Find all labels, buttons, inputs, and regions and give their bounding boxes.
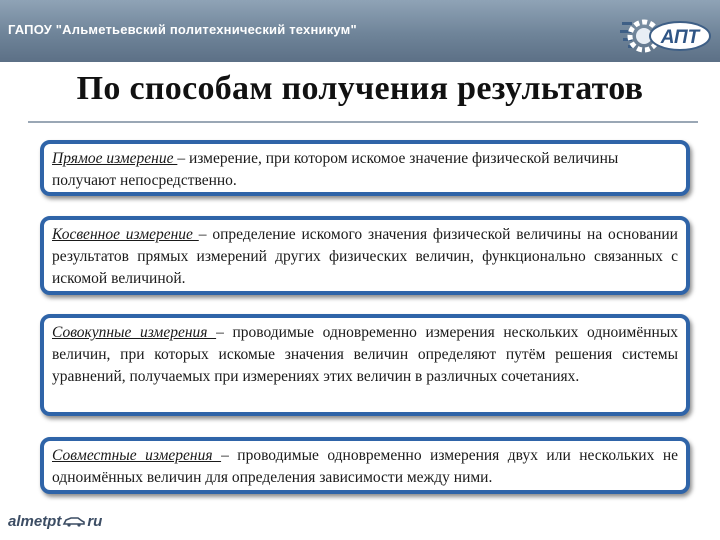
term-indirect-measurement: Косвенное измерение [52, 226, 199, 243]
header-bar [0, 0, 720, 62]
term-direct-measurement: Прямое измерение [52, 150, 178, 167]
term-joint-measurements: Совместные измерения [52, 447, 222, 464]
slide-title: По способам получения результатов [76, 70, 644, 107]
definition-card-aggregate [40, 314, 690, 416]
term-aggregate-measurements: Совокупные измерения [52, 324, 217, 341]
definition-card-direct [40, 140, 690, 196]
footer-site-suffix: ru [87, 513, 103, 530]
definition-card-joint [40, 437, 690, 494]
footer-site [8, 513, 102, 530]
definition-text-joint: – проводимые одновременно измерения двух или нескольких не одноимённых величин для определения зависимости между ними. [52, 447, 679, 486]
definition-text-indirect: – определение искомого значения физической величины на основании результатов прямых измерений других физических величин, функционально связанных с искомой величиной. [52, 226, 678, 287]
title-divider [28, 121, 698, 123]
definition-card-indirect [40, 216, 690, 295]
college-logo-icon [620, 14, 712, 56]
car-icon [62, 515, 86, 527]
footer-site-prefix: almetpt [8, 513, 62, 530]
org-title: ГАПОУ "Альметьевский политехнический техникум" [8, 22, 357, 37]
definition-text-direct: – измерение, при котором искомое значение физической величины получают непосредственно. [52, 150, 619, 189]
svg-text:АПТ: АПТ [660, 27, 700, 48]
definition-text-aggregate: – проводимые одновременно измерения нескольких одноимённых величин, при которых искомые значения величин определяют путём решения системы уравнений, получаемых при измерениях этих величин в различных сочетаниях. [52, 324, 679, 385]
